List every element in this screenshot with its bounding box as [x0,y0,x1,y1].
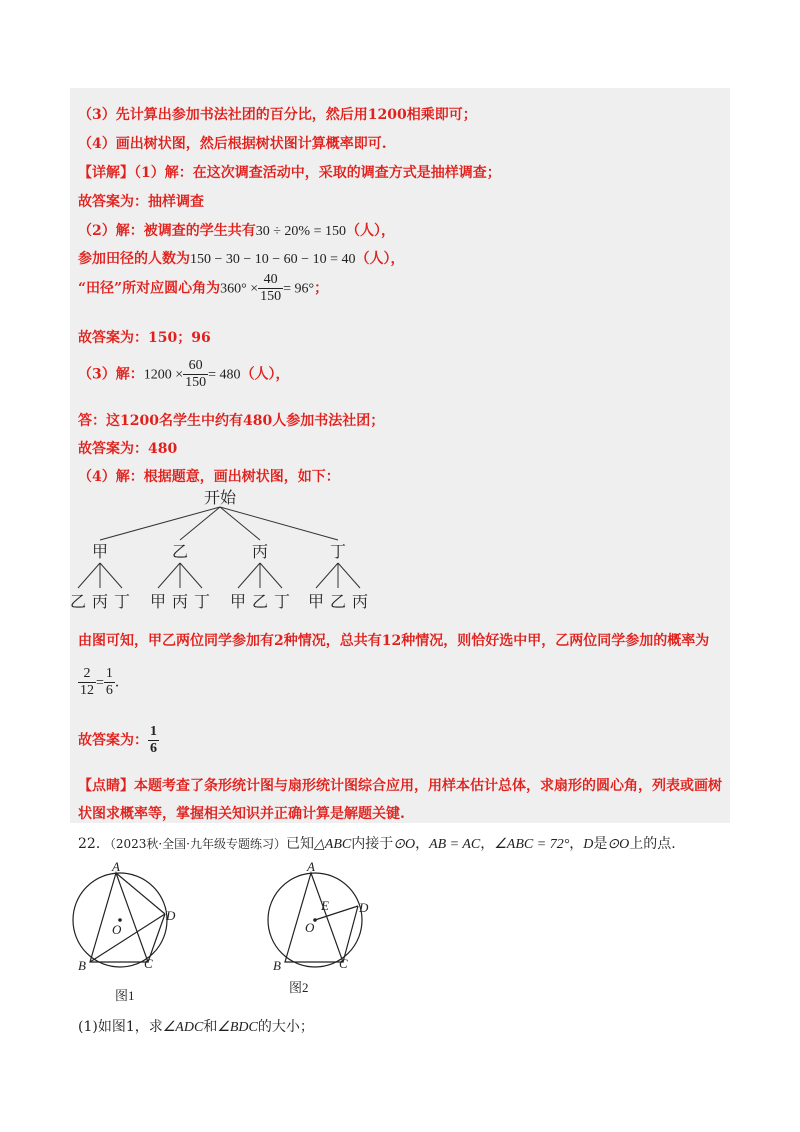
probability-result: $\frac{2}{12}$ = $\frac{1}{6}$ ． [80,666,129,698]
tree-l2: 丁 [113,594,131,611]
tree-l1: 丙 [251,544,269,561]
point-O: O [112,922,122,937]
tree-l2: 乙 [329,594,347,611]
answer-2: 故答案为：150；96 [78,330,211,346]
tree-l2: 甲 [307,594,325,611]
figure-1 [60,858,190,1008]
detail-part3: （3）解：1200 × $\frac{60}{150}$ = 480（人）， [78,358,290,390]
comment-line2: 状图求概率等，掌握相关知识并正确计算是解题关键. [78,806,405,822]
answer-3-text: 答：这1200名学生中约有480人参加书法社团； [78,413,385,429]
figure-2-label: 图2 [289,980,309,995]
question-part1: (1)如图1，求∠ADC和∠BDC的大小； [78,1019,314,1035]
fraction: $\frac{60}{150}$ [185,358,207,390]
tree-root: 开始 [203,490,237,507]
answer-3: 故答案为：480 [78,441,178,457]
tree-l2: 丙 [91,594,109,611]
tree-l1: 乙 [171,544,189,561]
point-B: B [78,958,86,973]
detail-part1: 【详解】（1）解：在这次调查活动中，采取的调查方式是抽样调查； [78,165,501,181]
point-C: C [339,956,348,971]
point-C: C [144,956,153,971]
tree-l2: 丁 [273,594,291,611]
question-22: 22．（2023秋·全国·九年级专题练习）已知△ABC内接于⊙O，AB = AC，∠ABC = 72°，D是⊙O上的点. [78,836,676,852]
tree-l2: 丙 [171,594,189,611]
point-E: E [321,898,329,913]
figure-1-label: 图1 [115,988,135,1003]
tree-l1: 丁 [329,544,347,561]
figure-2 [255,858,385,1008]
point-D: D [166,908,176,923]
point-D: D [359,900,369,915]
tree-l2: 甲 [149,594,167,611]
point-A: A [112,859,120,874]
point-O: O [305,920,315,935]
detail-part2b: 参加田径的人数为150 − 30 − 10 − 60 − 10 = 40（人）， [78,251,405,267]
tree-l2: 甲 [229,594,247,611]
hint-3: （3）先计算出参加书法社团的百分比，然后用1200相乘即可； [78,107,477,123]
detail-tag: 【详解】 [78,165,134,181]
tree-l2: 丁 [193,594,211,611]
tree-l2: 乙 [251,594,269,611]
comment-line1: 【点睛】本题考查了条形统计图与扇形统计图综合应用，用样本估计总体，求扇形的圆心角，列表或画树 [78,778,722,794]
tree-l1: 甲 [91,544,109,561]
detail-part2c: “田径”所对应圆心角为360° × $\frac{40}{150}$ = 96°； [78,272,329,304]
hint-4: （4）画出树状图，然后根据树状图计算概率即可. [78,136,387,152]
tree-diagram [60,485,460,620]
detail-part2: （2）解：被调查的学生共有30 ÷ 20% = 150（人）， [78,223,395,239]
fraction: $\frac{40}{150}$ [260,272,282,304]
answer-4: 故答案为： $\frac{1}{6}$ [78,724,157,756]
conclusion: 由图可知，甲乙两位同学参加有2种情况，总共有12种情况，则恰好选中甲，乙两位同学参加的概率为 [78,633,710,649]
tree-l2: 乙 [69,594,87,611]
comment-tag: 【点睛】 [78,778,134,794]
point-A: A [307,859,315,874]
detail-part4: （4）解：根据题意，画出树状图，如下： [78,469,340,485]
answer-1: 故答案为：抽样调查 [78,194,204,210]
tree-l2: 丙 [351,594,369,611]
point-B: B [273,958,281,973]
